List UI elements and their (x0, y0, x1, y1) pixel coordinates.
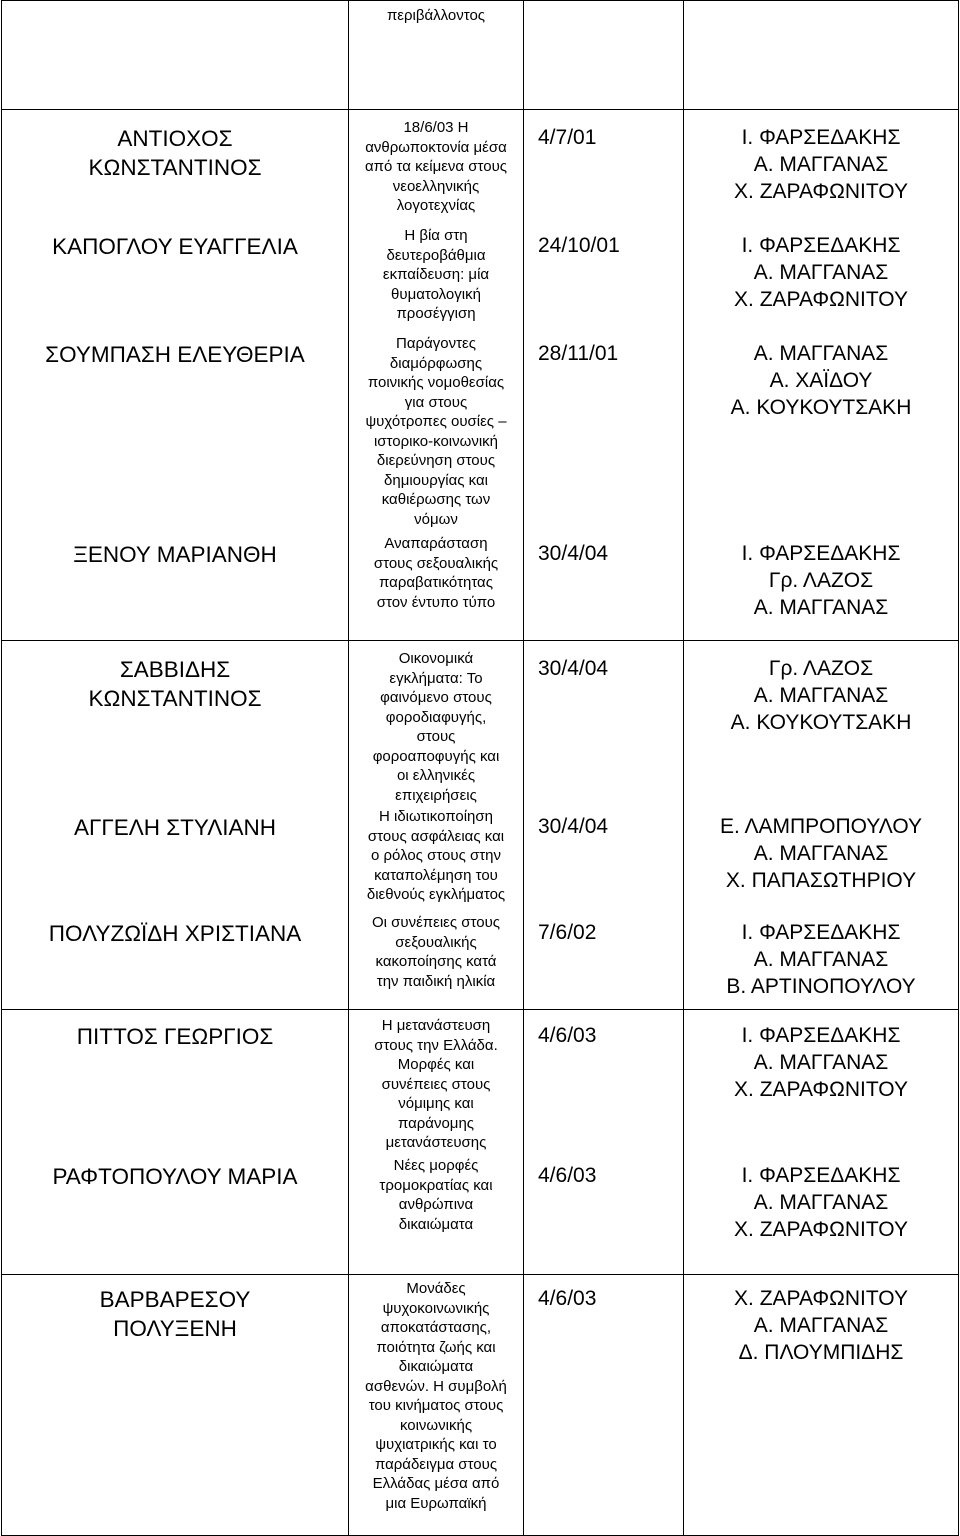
topic-continuation-text: περιβάλλοντος (386, 7, 486, 24)
committee-members-line: Ι. ΦΑΡΣΕΔΑΚΗΣ (741, 234, 901, 257)
thesis-topic (349, 226, 523, 324)
list-item (684, 655, 958, 813)
committee-members (684, 540, 958, 621)
thesis-topic (349, 334, 523, 529)
topic-cell (349, 110, 524, 641)
name-cell (2, 641, 349, 1010)
thesis-topic (349, 649, 523, 805)
student-name-line: ΚΩΝΣΤΑΝΤΙΝΟΣ (88, 686, 262, 711)
committee-members-line: Γρ. ΛΑΖΟΣ (768, 657, 874, 680)
committee-members-line: Α. ΚΟΥΚΟΥΤΣΑΚΗ (730, 396, 912, 419)
list-item (2, 1162, 348, 1274)
committee-members-line: Ε. ΛΑΜΠΡΟΠΟΥΛΟΥ (719, 815, 923, 838)
committee-members-line: Χ. ΖΑΡΑΦΩΝΙΤΟΥ (734, 1287, 908, 1310)
thesis-topic-line: παραβατικότητας (379, 574, 493, 591)
list-item (524, 1285, 683, 1535)
list-item (524, 1162, 683, 1274)
thesis-topic-line: ασθενών. Η συμβολή (365, 1377, 507, 1395)
committee-members-line: Δ. ΠΛΟΥΜΠΙΔΗΣ (738, 1341, 904, 1364)
list-item (524, 919, 683, 1009)
student-name (2, 232, 348, 261)
thesis-topic-line: φοροαποφυγής και (372, 747, 500, 765)
exam-date: 30/4/04 (538, 657, 609, 680)
name-cell (2, 1010, 349, 1275)
thesis-topic-line: κοινωνικής (399, 1416, 473, 1434)
thesis-topic-line: ψυχιατρικής και το (375, 1436, 497, 1453)
thesis-topic-line: για στους (404, 393, 468, 411)
thesis-topic-line: σεξουαλικής (395, 933, 477, 951)
thesis-topic-line: μια Ευρωπαϊκή (385, 1494, 487, 1512)
committee-members-line: Β. ΑΡΤΙΝΟΠΟΥΛΟΥ (726, 975, 916, 998)
list-item (349, 1016, 523, 1156)
thesis-topic-line: οι ελληνικές (396, 767, 476, 784)
list-item (524, 340, 683, 540)
thesis-topic-line: από τα κείμενα στους (364, 158, 508, 175)
thesis-topic-line: ψυχοκοινωνικής (382, 1299, 490, 1317)
student-name-line: ΑΝΤΙΟΧΟΣ (117, 126, 233, 151)
list-item (684, 540, 958, 640)
committee-members-line: Α. ΜΑΓΓΑΝΑΣ (753, 842, 889, 865)
thesis-topic (349, 913, 523, 991)
student-name-line: ΡΑΦΤΟΠΟΥΛΟΥ ΜΑΡΙΑ (52, 1164, 298, 1189)
date-cell (524, 1275, 684, 1536)
list-item (2, 124, 348, 232)
thesis-topic-line: τρομοκρατίας και (379, 1176, 493, 1194)
list-item (349, 807, 523, 913)
committee-members (684, 813, 958, 894)
table-row (2, 1010, 959, 1275)
committee-members-line: Ι. ΦΑΡΣΕΔΑΚΗΣ (741, 126, 901, 149)
table-row (2, 641, 959, 1010)
empty-cell (2, 1, 349, 110)
student-name (2, 1285, 348, 1343)
student-name-line: ΞΕΝΟΥ ΜΑΡΙΑΝΘΗ (73, 542, 277, 567)
thesis-topic-line: ποινικής νομοθεσίας (367, 374, 505, 391)
student-name (2, 540, 348, 569)
student-name-line: ΚΩΝΣΤΑΝΤΙΝΟΣ (88, 155, 262, 180)
list-item (2, 813, 348, 919)
student-name-line: ΠΙΤΤΟΣ ΓΕΩΡΓΙΟΣ (76, 1024, 274, 1049)
committee-members-line: Α. ΜΑΓΓΑΝΑΣ (753, 261, 889, 284)
committee-members (684, 124, 958, 205)
thesis-topic-line: Παράγοντες (396, 335, 476, 352)
thesis-topic-line: νόμιμης και (398, 1095, 474, 1112)
student-name-line: ΣΑΒΒΙΔΗΣ (119, 657, 231, 682)
thesis-topic-line: Μονάδες (406, 1280, 466, 1297)
committee-members-line: Χ. ΖΑΡΑΦΩΝΙΤΟΥ (734, 288, 908, 311)
thesis-topic-line: ψυχότροπες ουσίες – (365, 413, 507, 430)
committee-members-line: Α. ΜΑΓΓΑΝΑΣ (753, 684, 889, 707)
list-item (2, 1285, 348, 1535)
topic-continuation-cell (349, 1, 524, 110)
student-name-line: ΑΓΓΕΛΗ ΣΤΥΛΙΑΝΗ (73, 815, 277, 840)
thesis-topic-line: δικαιώματα (398, 1358, 474, 1375)
thesis-topic-line: Η ιδιωτικοποίηση (379, 808, 493, 825)
committee-members-line: Α. ΧΑΪΔΟΥ (769, 369, 873, 392)
date-cell (524, 110, 684, 641)
thesis-topic (349, 807, 523, 905)
list-item (349, 534, 523, 634)
thesis-topic-line: επιχειρήσεις (395, 786, 477, 804)
student-name (2, 655, 348, 713)
student-name (2, 340, 348, 369)
thesis-topic-line: στους (416, 728, 456, 745)
committee-members-line: Α. ΜΑΓΓΑΝΑΣ (753, 1191, 889, 1214)
committee-members (684, 919, 958, 1000)
thesis-topic-line: νεοελληνικής (392, 177, 480, 195)
thesis-topic-line: νόμων (414, 510, 458, 528)
thesis-topic (349, 534, 523, 612)
committee-members-line: Α. ΚΟΥΚΟΥΤΣΑΚΗ (730, 711, 912, 734)
exam-date: 28/11/01 (538, 342, 619, 365)
list-item (684, 1285, 958, 1535)
thesis-topic-line: εκπαίδευση: μία (382, 266, 490, 283)
thesis-topic-line: Οικονομικά (398, 650, 474, 667)
thesis-topic-line: θυματολογική (391, 285, 481, 303)
thesis-topic-line: Αναπαράσταση (384, 535, 488, 552)
topic-cell (349, 1010, 524, 1275)
student-name-line: ΚΑΠΟΓΛΟΥ ΕΥΑΓΓΕΛΙΑ (52, 234, 298, 259)
thesis-topic-line: Οι συνέπειες στους (371, 914, 500, 931)
list-item (349, 334, 523, 534)
thesis-topic-line: παράδειγμα στους (374, 1455, 498, 1473)
thesis-topic-line: στους ασφάλειας και (367, 827, 505, 845)
name-cell (2, 1275, 349, 1536)
thesis-topic-line: ανθρώπινα (398, 1196, 474, 1213)
committee-members-line: Α. ΜΑΓΓΑΝΑΣ (753, 1314, 889, 1337)
committee-members-line: Χ. ΖΑΡΑΦΩΝΙΤΟΥ (734, 1078, 908, 1101)
list-item (349, 226, 523, 334)
committee-members (684, 340, 958, 421)
thesis-topic-line: ιστορικο-κοινωνική (373, 432, 499, 450)
thesis-topic-line: φοροδιαφυγής, (385, 708, 487, 726)
thesis-topic-line: στους την Ελλάδα. (374, 1036, 498, 1054)
student-name-line: ΣΟΥΜΠΑΣΗ ΕΛΕΥΘΕΡΙΑ (45, 342, 305, 367)
committee-members-line: Χ. ΖΑΡΑΦΩΝΙΤΟΥ (734, 1218, 908, 1241)
committee-members-line: Χ. ΠΑΠΑΣΩΤΗΡΙΟΥ (725, 869, 917, 892)
thesis-topic-line: Η μετανάστευση (381, 1017, 491, 1034)
committee-cell (684, 1275, 959, 1536)
list-item (2, 919, 348, 1009)
committee-members-line: Α. ΜΑΓΓΑΝΑΣ (753, 1051, 889, 1074)
thesis-topic-line: Μορφές και (397, 1056, 475, 1073)
exam-date: 4/7/01 (538, 126, 597, 149)
thesis-topic-line: δικαιώματα (398, 1215, 474, 1233)
committee-members (684, 1022, 958, 1103)
list-item (524, 813, 683, 919)
student-name-line: ΠΟΛΥΖΩΪΔΗ ΧΡΙΣΤΙΑΝΑ (48, 921, 302, 946)
list-item (2, 655, 348, 813)
thesis-topic-line: καθιέρωσης των (381, 491, 491, 508)
thesis-topic-line: αποκατάστασης, (380, 1319, 492, 1336)
student-name (2, 919, 348, 948)
thesis-topic-line: διεθνούς εγκλήματος (366, 886, 506, 903)
thesis-topic-line: παράνομης (397, 1114, 475, 1132)
empty-cell (684, 1, 959, 110)
thesis-topic-line: μετανάστευσης (385, 1134, 487, 1151)
list-item (524, 232, 683, 340)
thesis-topic (349, 1016, 523, 1153)
list-item (349, 1156, 523, 1268)
committee-members-line: Ι. ΦΑΡΣΕΔΑΚΗΣ (741, 921, 901, 944)
student-name-line: ΠΟΛΥΞΕΝΗ (113, 1316, 237, 1341)
committee-members-line: Α. ΜΑΓΓΑΝΑΣ (753, 342, 889, 365)
thesis-topic-line: φαινόμενο στους (380, 689, 492, 706)
thesis-topic-line: στον έντυπο τύπο (376, 593, 496, 611)
list-item (2, 540, 348, 640)
thesis-topic-line: την παιδική ηλικία (376, 972, 496, 990)
list-item (2, 1022, 348, 1162)
thesis-topic (349, 118, 523, 216)
committee-cell (684, 1010, 959, 1275)
thesis-topic (349, 1156, 523, 1234)
thesis-topic-line: δημιουργίας και (384, 471, 488, 489)
topic-cell (349, 1275, 524, 1536)
thesis-topic-line: ανθρωποκτονία μέσα (365, 138, 507, 156)
empty-cell (524, 1, 684, 110)
committee-cell (684, 641, 959, 1010)
thesis-topic-line: ποιότητα ζωής και (376, 1338, 496, 1356)
committee-members-line: Χ. ΖΑΡΑΦΩΝΙΤΟΥ (734, 180, 908, 203)
header-continuation-row (2, 1, 959, 110)
list-item (349, 913, 523, 1003)
thesis-topic-line: Η βία στη (404, 227, 468, 244)
thesis-topic-line: προσέγγιση (396, 305, 476, 322)
exam-date: 24/10/01 (538, 234, 620, 257)
list-item (2, 340, 348, 540)
list-item (349, 118, 523, 226)
committee-members-line: Α. ΜΑΓΓΑΝΑΣ (753, 596, 889, 619)
list-item (349, 649, 523, 807)
student-name (2, 1022, 348, 1051)
committee-members-line: Γρ. ΛΑΖΟΣ (768, 569, 874, 592)
exam-date: 4/6/03 (538, 1287, 597, 1310)
committee-members (684, 1162, 958, 1243)
committee-members-line: Ι. ΦΑΡΣΕΔΑΚΗΣ (741, 542, 901, 565)
thesis-topic-line: στους σεξουαλικής (373, 554, 499, 572)
exam-date: 30/4/04 (538, 542, 609, 565)
committee-cell (684, 110, 959, 641)
committee-members-line: Α. ΜΑΓΓΑΝΑΣ (753, 948, 889, 971)
student-name (2, 1162, 348, 1191)
name-cell (2, 110, 349, 641)
committee-members (684, 655, 958, 736)
table-row (2, 1275, 959, 1536)
student-name (2, 813, 348, 842)
committee-members-line: Α. ΜΑΓΓΑΝΑΣ (753, 153, 889, 176)
date-cell (524, 1010, 684, 1275)
list-item (524, 124, 683, 232)
thesis-topic-line: δευτεροβάθμια (386, 246, 486, 264)
student-name (2, 124, 348, 182)
committee-members (684, 232, 958, 313)
committee-members-line: Ι. ΦΑΡΣΕΔΑΚΗΣ (741, 1164, 901, 1187)
topic-cell (349, 641, 524, 1010)
list-item (684, 813, 958, 919)
thesis-topic-line: κακοποίησης κατά (375, 953, 497, 970)
list-item (684, 1162, 958, 1274)
list-item (684, 340, 958, 540)
table-row (2, 110, 959, 641)
thesis-topic (349, 1279, 523, 1513)
thesis-topic-line: διαμόρφωσης (389, 354, 483, 372)
list-item (684, 232, 958, 340)
student-name-line: ΒΑΡΒΑΡΕΣΟΥ (99, 1287, 251, 1312)
exam-date: 4/6/03 (538, 1164, 597, 1187)
list-item (684, 124, 958, 232)
committee-members (684, 1285, 958, 1366)
committee-members-line: Ι. ΦΑΡΣΕΔΑΚΗΣ (741, 1024, 901, 1047)
list-item (2, 232, 348, 340)
theses-table (1, 0, 959, 1536)
thesis-topic-line: συνέπειες στους (381, 1075, 491, 1093)
exam-date: 4/6/03 (538, 1024, 597, 1047)
thesis-topic-line: του κινήματος στους (368, 1397, 504, 1414)
list-item (349, 1279, 523, 1529)
list-item (524, 540, 683, 640)
list-item (684, 1022, 958, 1162)
date-cell (524, 641, 684, 1010)
thesis-topic-line: εγκλήματα: Το (389, 669, 483, 687)
thesis-topic-line: καταπολέμηση του (374, 866, 498, 884)
thesis-topic-line: διερεύνηση στους (376, 452, 496, 469)
thesis-topic-line: Ελλάδας μέσα από (372, 1475, 500, 1492)
list-item (524, 1022, 683, 1162)
thesis-topic-line: ο ρόλος στους στην (370, 847, 502, 864)
thesis-topic-line: Νέες μορφές (393, 1157, 479, 1174)
exam-date: 7/6/02 (538, 921, 597, 944)
exam-date: 30/4/04 (538, 815, 609, 838)
thesis-topic-line: 18/6/03 Η (403, 119, 469, 136)
thesis-topic-line: λογοτεχνίας (396, 197, 476, 214)
list-item (524, 655, 683, 813)
list-item (684, 919, 958, 1009)
